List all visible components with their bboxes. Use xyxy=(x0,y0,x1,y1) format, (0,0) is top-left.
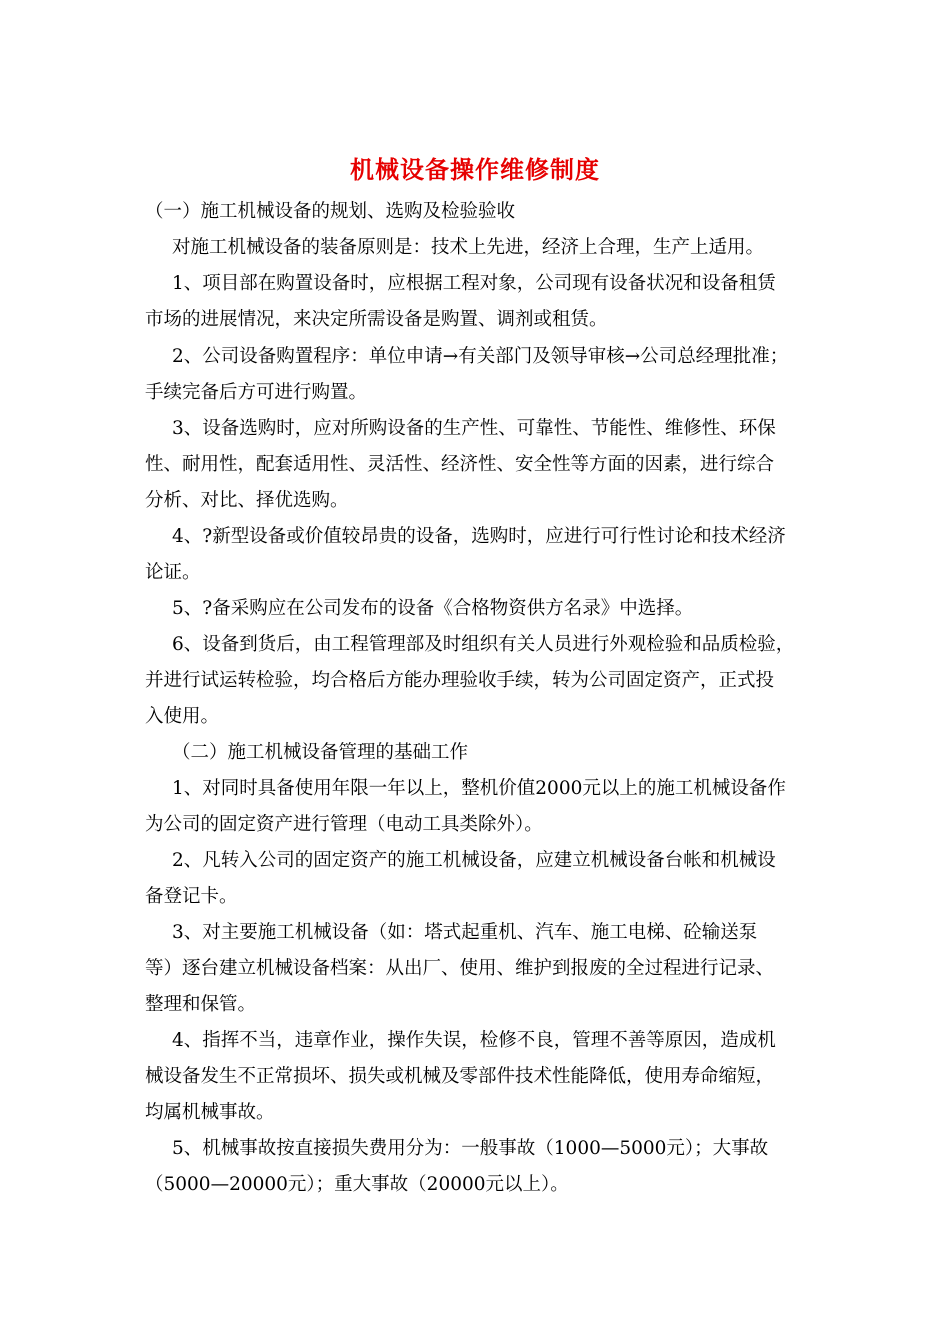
paragraph-line: 1、项目部在购置设备时，应根据工程对象，公司现有设备状况和设备租赁 xyxy=(172,273,776,294)
paragraph-line: 5、机械事故按直接损失费用分为：一般事故（1000—5000元）；大事故 xyxy=(172,1138,769,1159)
paragraph-line: 手续完备后方可进行购置。 xyxy=(145,382,368,403)
paragraph-line: 等）逐台建立机械设备档案：从出厂、使用、维护到报废的全过程进行记录、 xyxy=(145,958,775,979)
paragraph-line: 4、指挥不当，违章作业，操作失误，检修不良，管理不善等原因，造成机 xyxy=(172,1030,776,1051)
paragraph-line: （5000—20000元）；重大事故（20000元以上）。 xyxy=(145,1174,569,1195)
paragraph-line: 整理和保管。 xyxy=(145,994,257,1015)
paragraph-line: 为公司的固定资产进行管理（电动工具类除外）。 xyxy=(145,814,543,835)
paragraph-line: 械设备发生不正常损坏、损失或机械及零部件技术性能降低，使用寿命缩短， xyxy=(145,1066,775,1087)
paragraph-line: 2、凡转入公司的固定资产的施工机械设备，应建立机械设备台帐和机械设 xyxy=(172,850,776,871)
paragraph-line: 市场的进展情况，来决定所需设备是购置、调剂或租赁。 xyxy=(145,309,608,330)
paragraph-line: 6、设备到货后，由工程管理部及时组织有关人员进行外观检验和品质检验， xyxy=(172,634,795,655)
section-heading-2: （二）施工机械设备管理的基础工作 xyxy=(172,742,469,763)
paragraph-line: 5、?备采购应在公司发布的设备《合格物资供方名录》中选择。 xyxy=(172,598,694,619)
paragraph-line: 均属机械事故。 xyxy=(145,1102,275,1123)
paragraph-line: 2、公司设备购置程序：单位申请→有关部门及领导审核→公司总经理批准； xyxy=(172,346,789,367)
paragraph-line: 对施工机械设备的装备原则是：技术上先进，经济上合理，生产上适用。 xyxy=(172,237,765,258)
paragraph-line: 3、对主要施工机械设备（如：塔式起重机、汽车、施工电梯、砼输送泵 xyxy=(172,922,758,943)
paragraph-line: 1、对同时具备使用年限一年以上，整机价值2000元以上的施工机械设备作 xyxy=(172,778,786,799)
paragraph-line: 4、?新型设备或价值较昂贵的设备，选购时，应进行可行性讨论和技术经济 xyxy=(172,526,786,547)
paragraph-line: 论证。 xyxy=(145,562,201,583)
section-heading-1: （一）施工机械设备的规划、选购及检验验收 xyxy=(145,201,516,222)
document-title: 机械设备操作维修制度 xyxy=(350,155,600,184)
paragraph-line: 并进行试运转检验，均合格后方能办理验收手续，转为公司固定资产，正式投 xyxy=(145,670,775,691)
paragraph-line: 分析、对比、择优选购。 xyxy=(145,490,349,511)
paragraph-line: 备登记卡。 xyxy=(145,886,238,907)
paragraph-line: 3、设备选购时，应对所购设备的生产性、可靠性、节能性、维修性、环保 xyxy=(172,418,776,439)
paragraph-line: 性、耐用性，配套适用性、灵活性、经济性、安全性等方面的因素，进行综合 xyxy=(145,454,775,475)
paragraph-line: 入使用。 xyxy=(145,706,220,727)
